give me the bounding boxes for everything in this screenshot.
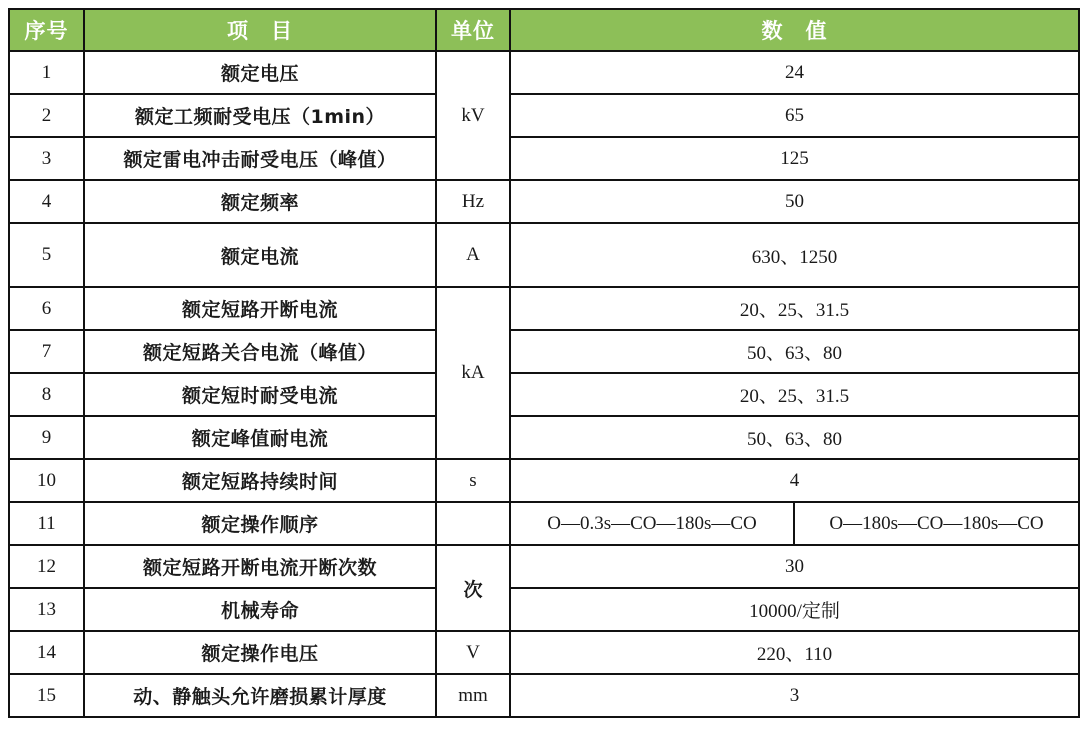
value-cell: 10000/定制 bbox=[510, 588, 1079, 631]
item-cell: 额定短路开断电流开断次数 bbox=[84, 545, 436, 588]
item-cell: 额定短时耐受电流 bbox=[84, 373, 436, 416]
row-number-cell: 2 bbox=[9, 94, 84, 137]
value-cell: 220、110 bbox=[510, 631, 1079, 674]
table-row bbox=[9, 674, 1079, 717]
row-number-cell: 3 bbox=[9, 137, 84, 180]
row-number-cell: 8 bbox=[9, 373, 84, 416]
table-row bbox=[9, 223, 1079, 287]
item-cell: 机械寿命 bbox=[84, 588, 436, 631]
value-cell: 30 bbox=[510, 545, 1079, 588]
row-number-cell: 13 bbox=[9, 588, 84, 631]
table-row bbox=[9, 416, 1079, 459]
unit-cell-v: V bbox=[436, 631, 510, 674]
row-number-cell: 9 bbox=[9, 416, 84, 459]
header-row bbox=[9, 9, 1079, 51]
row-number-cell: 7 bbox=[9, 330, 84, 373]
row-number-cell: 10 bbox=[9, 459, 84, 502]
row-number-cell: 15 bbox=[9, 674, 84, 717]
item-cell: 额定短路开断电流 bbox=[84, 287, 436, 330]
item-cell: 额定峰值耐电流 bbox=[84, 416, 436, 459]
value-cell: 4 bbox=[510, 459, 1079, 502]
header-value: 数 值 bbox=[510, 9, 1079, 51]
value-cell: 125 bbox=[510, 137, 1079, 180]
spec-table bbox=[8, 8, 1080, 718]
unit-cell-hz: Hz bbox=[436, 180, 510, 223]
unit-cell-s: s bbox=[436, 459, 510, 502]
unit-cell-ka: kA bbox=[436, 287, 510, 459]
header-item: 项 目 bbox=[84, 9, 436, 51]
table-row bbox=[9, 137, 1079, 180]
unit-cell-mm: mm bbox=[436, 674, 510, 717]
table-row bbox=[9, 588, 1079, 631]
item-cell: 动、静触头允许磨损累计厚度 bbox=[84, 674, 436, 717]
item-cell: 额定频率 bbox=[84, 180, 436, 223]
row-number-cell: 6 bbox=[9, 287, 84, 330]
value-cell: 50、63、80 bbox=[510, 416, 1079, 459]
value-cell: 20、25、31.5 bbox=[510, 287, 1079, 330]
item-cell: 额定短路关合电流（峰值） bbox=[84, 330, 436, 373]
row-number-cell: 4 bbox=[9, 180, 84, 223]
table-row bbox=[9, 502, 1079, 545]
item-cell: 额定操作顺序 bbox=[84, 502, 436, 545]
row-number-cell: 11 bbox=[9, 502, 84, 545]
value-cell: 630、1250 bbox=[510, 223, 1079, 287]
value-cell: 50 bbox=[510, 180, 1079, 223]
header-no: 序号 bbox=[9, 9, 84, 51]
table-row bbox=[9, 51, 1079, 94]
unit-cell-times: 次 bbox=[436, 545, 510, 631]
value-cell: 3 bbox=[510, 674, 1079, 717]
table-row bbox=[9, 373, 1079, 416]
unit-cell-blank bbox=[436, 502, 510, 545]
table-row bbox=[9, 180, 1079, 223]
unit-cell-a: A bbox=[436, 223, 510, 287]
unit-cell-kv: kV bbox=[436, 51, 510, 180]
item-cell: 额定雷电冲击耐受电压（峰值） bbox=[84, 137, 436, 180]
row-number-cell: 5 bbox=[9, 223, 84, 287]
value-cell-sequence-left: O—0.3s—CO—180s—CO bbox=[510, 502, 794, 545]
table-row bbox=[9, 287, 1079, 330]
value-cell: 65 bbox=[510, 94, 1079, 137]
item-cell: 额定操作电压 bbox=[84, 631, 436, 674]
row-number-cell: 1 bbox=[9, 51, 84, 94]
item-cell: 额定电压 bbox=[84, 51, 436, 94]
header-unit: 单位 bbox=[436, 9, 510, 51]
value-cell: 20、25、31.5 bbox=[510, 373, 1079, 416]
table-row bbox=[9, 330, 1079, 373]
item-cell: 额定短路持续时间 bbox=[84, 459, 436, 502]
item-cell: 额定工频耐受电压（1min） bbox=[84, 94, 436, 137]
row-number-cell: 14 bbox=[9, 631, 84, 674]
table-row bbox=[9, 94, 1079, 137]
table-row bbox=[9, 631, 1079, 674]
value-cell-sequence-right: O—180s—CO—180s—CO bbox=[794, 502, 1079, 545]
table-row bbox=[9, 545, 1079, 588]
row-number-cell: 12 bbox=[9, 545, 84, 588]
item-cell: 额定电流 bbox=[84, 223, 436, 287]
value-cell: 24 bbox=[510, 51, 1079, 94]
table-row bbox=[9, 459, 1079, 502]
value-cell: 50、63、80 bbox=[510, 330, 1079, 373]
